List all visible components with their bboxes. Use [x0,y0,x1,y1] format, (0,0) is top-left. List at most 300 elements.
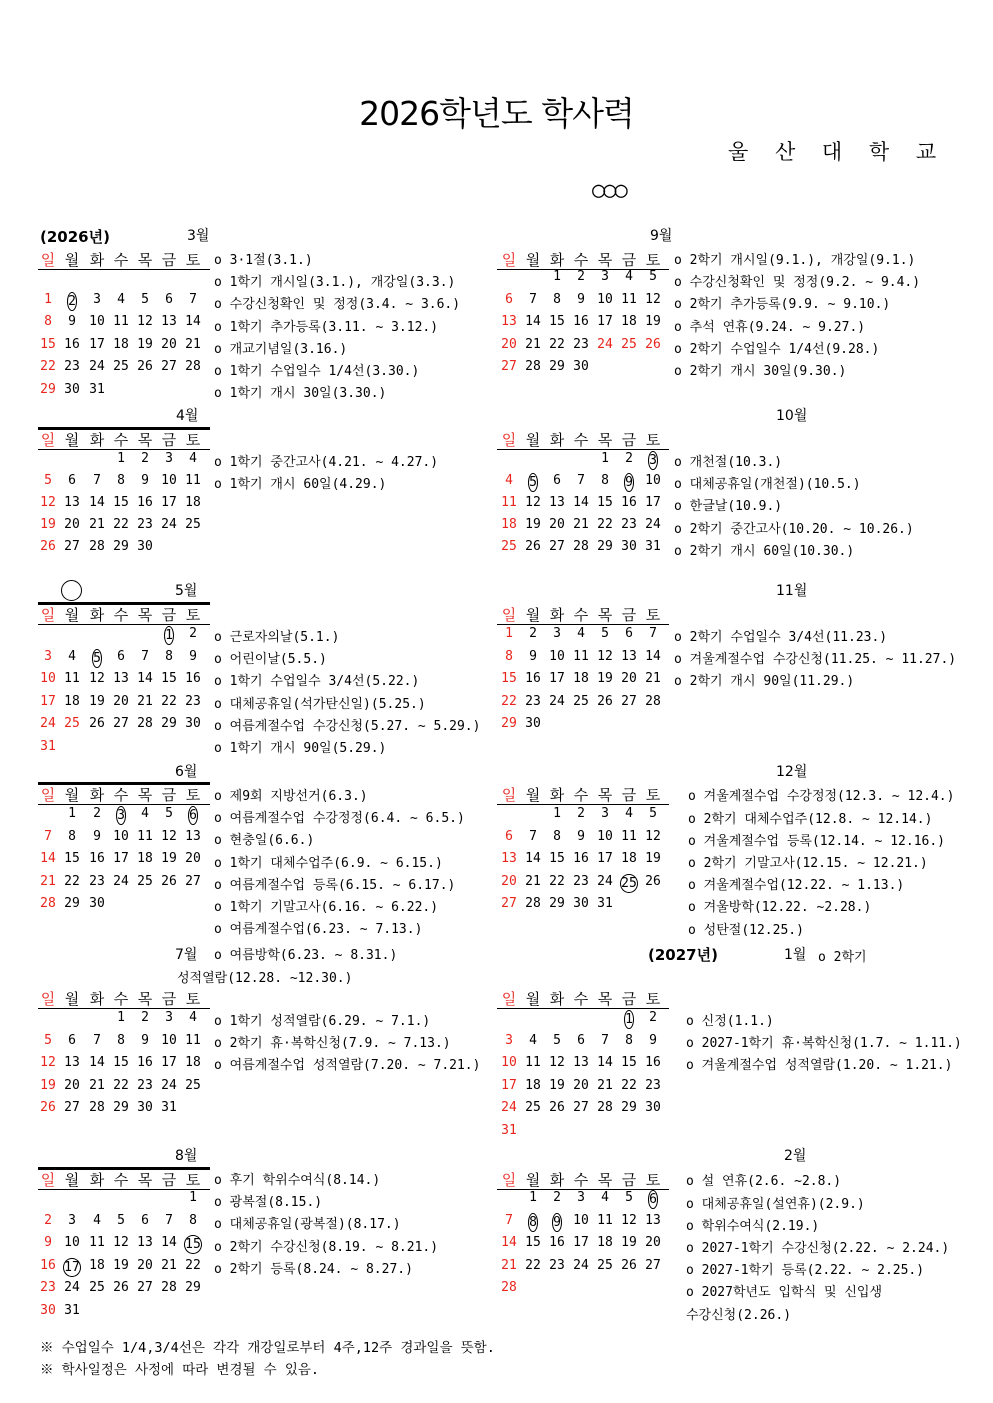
day-cell [60,1055,84,1070]
event-item: o 1학기 기말고사(6.16. ~ 6.22.) [214,900,439,915]
day-cell [109,694,133,709]
event-item: o 학위수여식(2.19.) [686,1218,820,1234]
day-cell [569,292,593,307]
day-cell [521,851,545,866]
day-cell [545,874,569,889]
weekday-header: 목 [597,606,613,624]
weekday-header: 토 [185,786,201,804]
year-label-2027: (2027년) [648,946,718,964]
day-cell [545,851,569,866]
day-cell [60,716,84,731]
day-cell [85,314,109,329]
day-number: 30 [621,539,637,554]
day-cell [545,359,569,374]
day-cell [133,1033,157,1048]
day-number: 17 [89,336,105,352]
header-bottom-rule [497,449,669,450]
event-item: o 1학기 추가등록(3.11. ~ 3.12.) [214,319,439,335]
day-cell [569,539,593,554]
day-number: 2 [529,626,537,641]
day-cell [593,337,617,352]
day-cell [617,851,641,866]
day-cell [593,694,617,709]
day-number: 14 [525,314,541,329]
day-number: 8 [117,1032,125,1048]
event-item: o 개교기념일(3.16.) [214,341,348,357]
day-cell [521,1078,545,1093]
event-item: o 겨울계절수업(12.22. ~ 1.13.) [688,878,905,894]
day-cell [85,337,109,352]
day-cell [36,1100,60,1115]
weekday-header: 수 [113,786,129,804]
day-number: 7 [505,1212,513,1228]
day-cell [60,473,84,488]
weekday-header: 목 [137,606,153,624]
day-cell [593,874,617,889]
day-number: 11 [64,671,80,686]
day-number: 25 [621,336,637,352]
day-cell [617,1235,641,1250]
day-cell [85,359,109,374]
day-cell [181,694,205,709]
day-number: 16 [645,1055,661,1070]
day-number: 26 [137,359,153,374]
day-number: 27 [621,693,637,709]
day-number: 31 [645,539,661,554]
day-cell [545,1033,569,1048]
day-cell [497,1123,521,1138]
day-number: 22 [549,336,565,352]
day-cell [36,1280,60,1295]
day-number: 14 [89,495,105,510]
weekday-header: 월 [525,431,541,449]
weekday-header: 금 [621,990,637,1008]
day-cell [181,806,205,825]
day-number: 25 [525,1100,541,1115]
day-cell [109,1258,133,1273]
day-number: 7 [93,1032,101,1048]
day-number: 18 [621,851,637,866]
day-cell [60,806,84,821]
day-number: 1 [553,269,561,284]
weekday-header: 금 [161,251,177,269]
day-cell [133,539,157,554]
day-number: 27 [645,1257,661,1273]
day-number: 2 [141,451,149,466]
day-cell [60,851,84,866]
day-number: 5 [117,1212,125,1228]
event-item: o 1학기 개시일(3.1.), 개강일(3.3.) [214,275,456,291]
day-cell [181,1078,205,1093]
day-number: 18 [185,495,201,510]
day-cell [85,517,109,532]
day-number: 21 [161,1257,177,1273]
day-cell [36,874,60,889]
day-cell [157,451,181,466]
day-cell [545,829,569,844]
day-number: 7 [44,828,52,844]
day-number: 10 [501,1055,517,1070]
event-item: o 2학기 개시 30일(9.30.) [674,364,847,379]
day-cell [617,292,641,307]
day-cell [60,1303,84,1318]
weekday-header: 토 [185,606,201,624]
day-number: 11 [113,314,129,329]
day-cell [521,1213,545,1232]
day-number: 9 [189,648,197,664]
weekday-header: 금 [621,606,637,624]
day-cell [521,1033,545,1048]
day-number: 16 [137,495,153,510]
day-number: 16 [64,336,80,352]
day-cell [60,359,84,374]
day-cell [133,671,157,686]
day-number: 26 [113,1280,129,1295]
day-number: 18 [501,517,517,532]
day-number: 19 [525,517,541,532]
event-item: o 한글날(10.9.) [674,499,783,515]
day-cell [109,539,133,554]
day-number: 28 [525,359,541,374]
day-number: 4 [529,1032,537,1048]
day-cell [133,1235,157,1250]
day-cell [641,269,665,284]
day-cell [569,874,593,889]
day-cell [181,314,205,329]
weekday-header: 월 [525,990,541,1008]
weekday-header: 화 [549,251,565,269]
day-number: 26 [525,539,541,554]
event-item: o 2학기 중간고사(10.20. ~ 10.26.) [674,521,914,537]
day-cell [109,806,133,825]
day-number: 4 [68,648,76,664]
day-number: 13 [645,1212,661,1228]
day-cell [641,1258,665,1273]
day-cell [641,1010,665,1025]
event-item: o 성탄절(12.25.) [688,922,804,938]
weekday-header: 일 [501,1171,517,1189]
day-cell [593,1190,617,1205]
day-number: 18 [137,851,153,866]
weekday-header: 일 [501,431,517,449]
day-number: 30 [185,716,201,731]
day-cell [521,1100,545,1115]
day-cell [545,1235,569,1250]
day-cell [36,1078,60,1093]
day-cell [109,314,133,329]
day-number: 6 [141,1212,149,1228]
weekday-header: 일 [40,606,56,624]
day-number: 9 [141,1032,149,1048]
weekday-header: 목 [137,786,153,804]
day-cell [36,292,60,307]
day-cell [617,451,641,466]
event-item: o 2학기 기말고사(12.15. ~ 12.21.) [688,855,928,871]
day-cell [617,1100,641,1115]
day-cell [36,694,60,709]
circled-day-number: 9 [553,1214,561,1230]
day-cell [181,495,205,510]
day-number: 21 [573,517,589,532]
weekday-header: 금 [161,1171,177,1189]
day-cell [85,671,109,686]
weekday-header: 토 [185,1171,201,1189]
circled-day-number: 6 [649,1192,657,1207]
day-cell [593,1258,617,1273]
event-item: o 1학기 개시 90일(5.29.) [214,741,387,756]
day-number: 13 [113,671,129,686]
event-item: o 1학기 개시 30일(3.30.) [214,386,387,402]
day-number: 20 [64,1077,80,1093]
day-number: 26 [549,1100,565,1115]
day-number: 6 [165,291,173,307]
event-item: o 2학기 개시 60일(10.30.) [674,543,855,559]
day-cell [617,1213,641,1228]
day-cell [157,626,181,645]
day-cell [133,1055,157,1070]
weekday-header: 토 [185,431,201,449]
weekday-header: 일 [40,431,56,449]
day-number: 5 [44,1032,52,1048]
day-cell [497,851,521,866]
day-number: 21 [525,336,541,352]
day-cell [569,806,593,821]
day-cell [133,1078,157,1093]
weekday-header: 화 [89,251,105,269]
day-cell [109,1033,133,1048]
circled-day-number: 25 [621,875,637,891]
day-cell [133,649,157,664]
day-number: 21 [40,873,56,889]
day-cell [545,1190,569,1205]
day-cell [569,1100,593,1115]
day-cell [133,314,157,329]
weekday-header: 목 [597,990,613,1008]
event-item: o 여름계절수업 수강신청(5.27. ~ 5.29.) [214,718,481,734]
day-number: 1 [44,291,52,307]
weekday-header: 화 [89,431,105,449]
header-bottom-rule [38,1008,210,1009]
weekday-header: 토 [645,251,661,269]
day-cell [641,874,665,889]
day-cell [60,694,84,709]
day-number: 25 [573,693,589,709]
day-cell [545,337,569,352]
weekday-header: 일 [501,251,517,269]
day-number: 22 [621,1077,637,1093]
day-number: 8 [44,314,52,329]
day-number: 5 [44,473,52,488]
day-cell [545,269,569,284]
day-number: 12 [89,671,105,686]
day-number: 25 [137,873,153,889]
day-cell [545,896,569,911]
day-cell [497,1033,521,1048]
circled-day-number: 9 [625,475,633,490]
day-number: 24 [645,517,661,532]
day-number: 8 [68,828,76,844]
day-cell [109,1078,133,1093]
circled-day-number: 3 [649,453,657,468]
day-number: 31 [40,738,56,754]
day-cell [36,649,60,664]
day-cell [60,649,84,664]
day-cell [109,451,133,466]
day-cell [181,1235,205,1254]
day-cell [181,1258,205,1273]
event-item: o 대체공휴일(석가탄신일)(5.25.) [214,696,426,712]
day-cell [641,314,665,329]
day-cell [181,337,205,352]
day-cell [85,1055,109,1070]
day-number: 11 [573,648,589,664]
day-cell [36,314,60,329]
day-number: 25 [89,1280,105,1295]
day-number: 20 [549,517,565,532]
day-number: 13 [161,314,177,329]
day-number: 17 [645,495,661,510]
header-bottom-rule [497,624,669,625]
day-cell [593,269,617,284]
weekday-header: 화 [549,606,565,624]
day-cell [497,539,521,554]
day-cell [181,829,205,844]
day-number: 1 [117,1010,125,1025]
day-cell [85,1258,109,1273]
circled-day-number: 5 [93,650,101,666]
day-number: 23 [64,359,80,374]
day-cell [497,1235,521,1250]
month-label: 11월 [776,583,808,599]
event-item: 수강신청(2.26.) [686,1307,792,1323]
day-number: 9 [577,828,585,844]
day-number: 30 [573,896,589,911]
day-cell [617,1078,641,1093]
day-number: 26 [89,716,105,731]
month-label: 1월 [784,947,807,963]
circled-day-number: 17 [64,1259,80,1275]
day-cell [617,671,641,686]
day-cell [36,896,60,911]
day-number: 7 [141,648,149,664]
day-number: 22 [549,873,565,889]
day-number: 16 [89,851,105,866]
day-cell [36,1303,60,1318]
event-item: o 1학기 수업일수 1/4선(3.30.) [214,364,420,379]
day-cell [569,269,593,284]
header-bottom-rule [497,1008,669,1009]
event-item: o 2학기 등록(8.24. ~ 8.27.) [214,1261,413,1277]
month-header-event: o 여름방학(6.23. ~ 8.31.) [214,948,398,963]
day-number: 13 [185,828,201,844]
day-number: 31 [89,381,105,397]
day-number: 15 [40,336,56,352]
month-label: 5월 [175,583,198,599]
day-number: 5 [141,291,149,307]
day-number: 17 [549,671,565,686]
day-number: 19 [137,336,153,352]
day-number: 10 [64,1235,80,1250]
day-number: 7 [93,473,101,488]
day-number: 22 [525,1257,541,1273]
day-number: 7 [189,291,197,307]
weekday-header: 토 [645,606,661,624]
day-number: 19 [597,671,613,686]
day-cell [60,495,84,510]
day-cell [36,671,60,686]
day-cell [60,1033,84,1048]
day-number: 11 [621,291,637,307]
day-number: 15 [525,1235,541,1250]
day-cell [60,292,84,311]
weekday-header: 목 [137,1171,153,1189]
day-cell [545,539,569,554]
day-number: 2 [577,806,585,821]
day-number: 22 [161,693,177,709]
day-cell [181,874,205,889]
event-item: o 2027-1학기 수강신청(2.22. ~ 2.24.) [686,1240,950,1256]
day-number: 6 [505,828,513,844]
event-item: o 어린이날(5.5.) [214,652,327,668]
weekday-header: 금 [161,786,177,804]
header-bottom-rule [497,804,669,805]
day-cell [569,1055,593,1070]
day-cell [641,851,665,866]
day-cell [60,1078,84,1093]
day-number: 30 [64,381,80,397]
month-label: 12월 [776,764,808,780]
event-item: o 2학기 개시일(9.1.), 개강일(9.1.) [674,253,916,268]
day-number: 3 [601,269,609,284]
day-cell [60,539,84,554]
day-number: 28 [40,896,56,911]
day-cell [85,896,109,911]
day-number: 6 [577,1032,585,1048]
day-cell [133,1213,157,1228]
day-number: 24 [89,359,105,374]
event-item: o 1학기 대체수업주(6.9. ~ 6.15.) [214,855,443,871]
day-cell [617,1010,641,1029]
day-cell [497,649,521,664]
month-header-event: o 겨울계절수업 수강정정(12.3. ~ 12.4.) [688,789,955,804]
day-cell [157,694,181,709]
day-number: 1 [601,451,609,466]
day-number: 30 [89,896,105,911]
day-number: 4 [141,806,149,821]
event-item: o 개천절(10.3.) [674,455,783,470]
day-cell [497,337,521,352]
event-item: o 근로자의날(5.1.) [214,630,340,645]
day-number: 16 [573,314,589,329]
day-number: 22 [40,359,56,374]
day-number: 15 [64,851,80,866]
day-number: 30 [573,359,589,374]
day-number: 14 [137,671,153,686]
day-number: 27 [64,539,80,554]
day-cell [85,292,109,307]
day-cell [569,1033,593,1048]
day-number: 23 [185,693,201,709]
day-cell [157,716,181,731]
day-cell [85,649,109,668]
weekday-header: 금 [161,606,177,624]
day-cell [641,671,665,686]
day-number: 29 [113,539,129,554]
day-number: 30 [40,1302,56,1318]
day-number: 5 [649,806,657,821]
weekday-header: 목 [137,990,153,1008]
weekday-header: 일 [501,606,517,624]
